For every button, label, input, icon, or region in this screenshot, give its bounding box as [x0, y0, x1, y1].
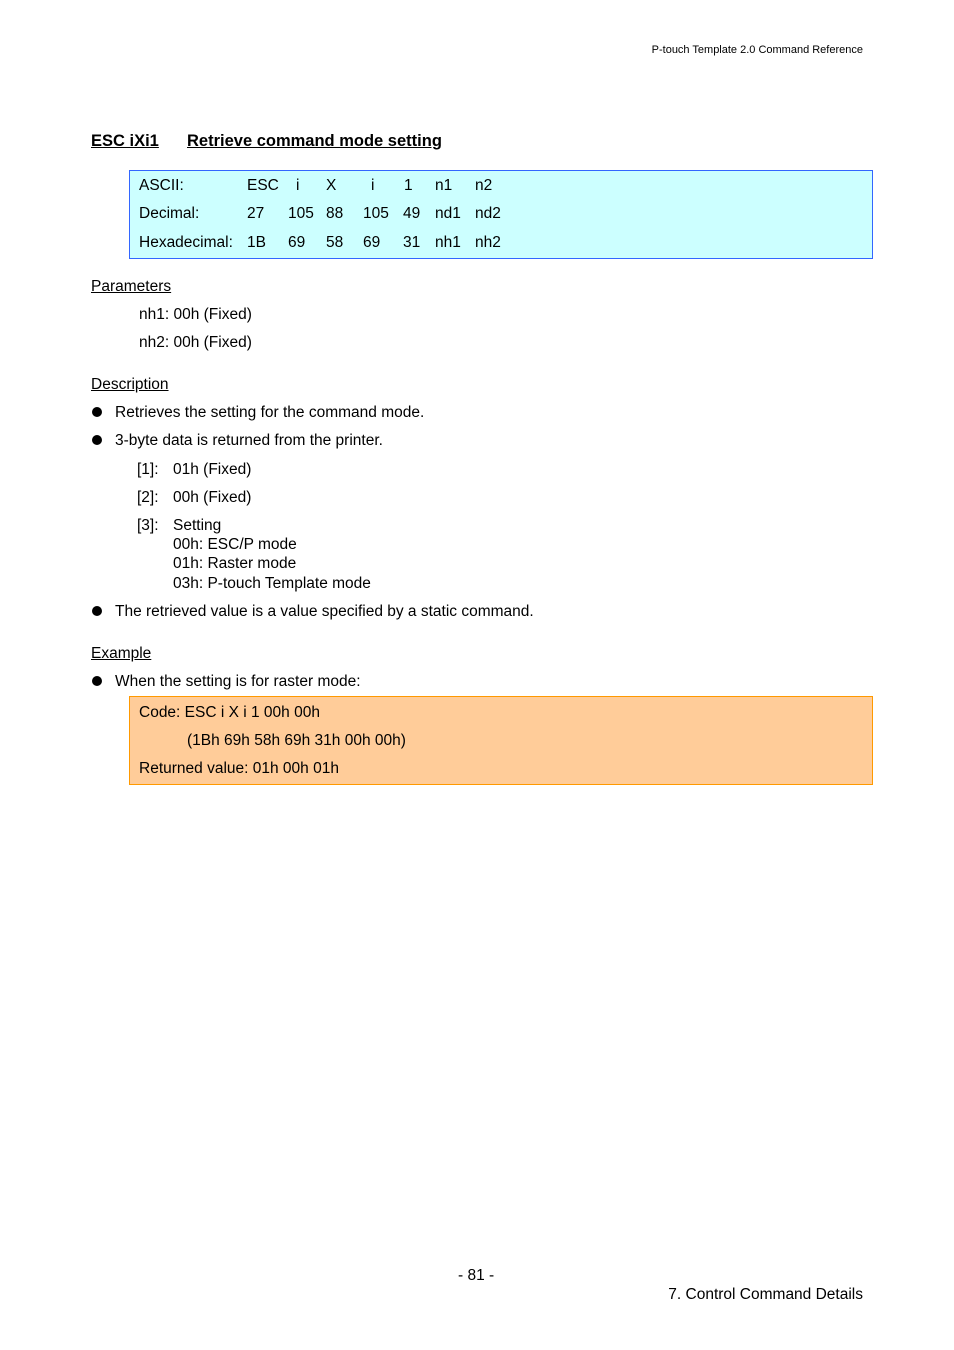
setting-value: 03h: P-touch Template mode [173, 575, 371, 592]
command-description: Retrieve command mode setting [187, 132, 442, 150]
parameter-item: nh2: 00h (Fixed) [139, 334, 252, 351]
section-title [91, 132, 442, 151]
example-hex-line: (1Bh 69h 58h 69h 31h 00h 00h) [187, 732, 406, 749]
row-value: 31 [403, 234, 421, 251]
row-value: 27 [247, 205, 265, 222]
row-label: Decimal: [139, 205, 200, 222]
command-name: ESC iXi1 [91, 132, 159, 150]
row-value: nh1 [435, 234, 461, 251]
example-bullet: When the setting is for raster mode: [115, 673, 361, 690]
example-box [129, 696, 873, 785]
row-value: nd1 [435, 205, 461, 222]
row-value: nd2 [475, 205, 501, 222]
row-value: 1 [404, 177, 413, 194]
row-value: 58 [326, 234, 344, 251]
example-returned-line: Returned value: 01h 00h 01h [139, 760, 339, 777]
byte-index: [1]: [137, 461, 159, 478]
description-bullet: 3-byte data is returned from the printer. [115, 432, 383, 449]
row-value: X [326, 177, 337, 194]
setting-value: 01h: Raster mode [173, 555, 297, 572]
row-value: ESC [247, 177, 279, 194]
command-table [129, 170, 873, 259]
byte-text: 00h (Fixed) [173, 489, 252, 506]
row-value: i [371, 177, 375, 194]
byte-index: [2]: [137, 489, 159, 506]
row-value: i [296, 177, 300, 194]
bullet-icon [92, 407, 102, 417]
description-bullet: The retrieved value is a value specified by a static command. [115, 603, 534, 620]
chapter-footer: 7. Control Command Details [668, 1286, 863, 1303]
byte-index: [3]: [137, 517, 159, 534]
row-value: 49 [403, 205, 421, 222]
row-value: nh2 [475, 234, 501, 251]
byte-text: Setting [173, 517, 222, 534]
row-value: 69 [288, 234, 306, 251]
description-bullet: Retrieves the setting for the command mode. [115, 404, 425, 421]
row-label: Hexadecimal: [139, 234, 233, 251]
byte-text: 01h (Fixed) [173, 461, 252, 478]
description-heading: Description [91, 376, 169, 393]
row-value: n1 [435, 177, 453, 194]
row-value: n2 [475, 177, 493, 194]
row-label: ASCII: [139, 177, 184, 194]
row-value: 105 [363, 205, 389, 222]
bullet-icon [92, 435, 102, 445]
page-number: - 81 - [458, 1267, 495, 1284]
row-value: 105 [288, 205, 314, 222]
bullet-icon [92, 676, 102, 686]
parameters-heading: Parameters [91, 278, 172, 295]
row-value: 1B [247, 234, 266, 251]
row-value: 69 [363, 234, 381, 251]
setting-value: 00h: ESC/P mode [173, 536, 297, 553]
example-code-line: Code: ESC i X i 1 00h 00h [139, 704, 320, 721]
row-value: 88 [326, 205, 344, 222]
bullet-icon [92, 606, 102, 616]
document-header: P-touch Template 2.0 Command Reference [651, 44, 863, 56]
example-heading: Example [91, 645, 152, 662]
parameter-item: nh1: 00h (Fixed) [139, 306, 252, 323]
